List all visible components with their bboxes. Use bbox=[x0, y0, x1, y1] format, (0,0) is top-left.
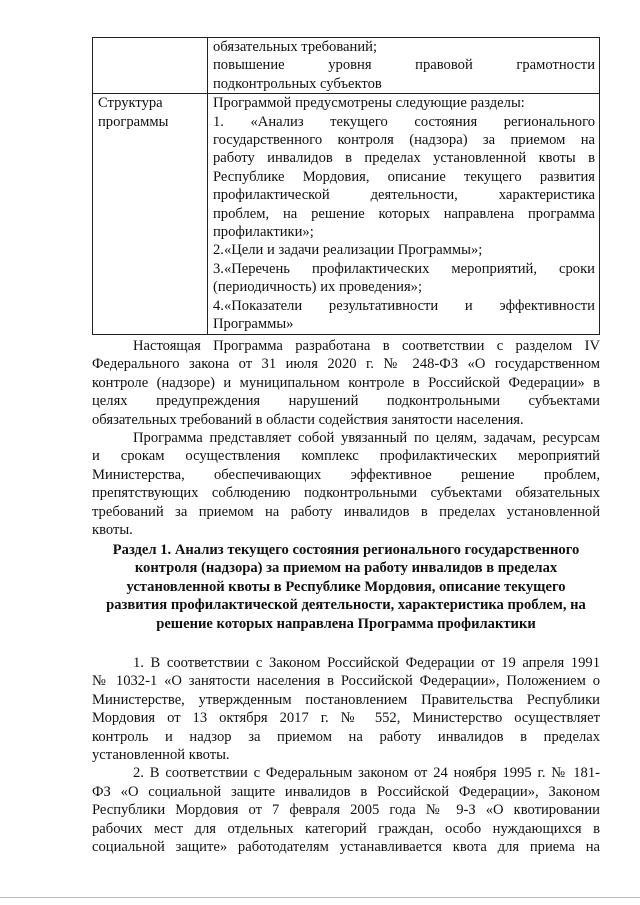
table-text-line: Республике Мордовия, описание текущего развития bbox=[213, 168, 595, 185]
table-text-line: 2.«Цели и задачи реализации Программы»; bbox=[213, 242, 483, 259]
paragraph-line: рабочих мест для отдельных категорий граждан, особо нуждающихся в bbox=[92, 820, 600, 837]
paragraph-line: Республики Мордовия от 7 февраля 2005 года № 9-З «О квотировании bbox=[92, 802, 600, 819]
table-row bbox=[93, 38, 600, 94]
table-cell-requirements bbox=[208, 38, 600, 94]
paragraph-line: 2. В соответствии с Федеральным законом от 24 ноября 1995 г. № 181- bbox=[133, 765, 600, 782]
section-1-body bbox=[92, 654, 600, 856]
table-text-line: повышение уровня правовой грамотности bbox=[213, 57, 595, 74]
paragraph-line: установленной квоты. bbox=[92, 747, 230, 764]
section-1-paragraph-1 bbox=[92, 654, 600, 764]
table-label-line: программы bbox=[98, 113, 169, 130]
paragraph-line: обязательных требований в области содействия занятости населения. bbox=[92, 411, 524, 428]
heading-line: установленной квоты в Республике Мордовия, описание текущего bbox=[126, 578, 566, 595]
table-text-line: Программой предусмотрены следующие разделы: bbox=[213, 95, 525, 112]
intro-section bbox=[92, 337, 600, 539]
table-row bbox=[93, 94, 600, 334]
intro-paragraph-2 bbox=[92, 429, 600, 539]
table-text-line: проблем, на решение которых направлена программа bbox=[213, 205, 595, 222]
paragraph-line: Министерстве, утвержденным постановлением Правительства Республики bbox=[92, 691, 600, 708]
paragraph-line: № 1032-1 «О занятости населения в Российской Федерации», Положением о bbox=[92, 673, 600, 690]
table-label-line: Структура bbox=[98, 95, 163, 112]
paragraph-line: и срокам осуществления комплекс профилактических мероприятий bbox=[92, 448, 600, 465]
paragraph-line: Программа представляет собой увязанный по целям, задачам, ресурсам bbox=[133, 430, 600, 447]
page-edge-line bbox=[0, 897, 640, 898]
table-cell-empty bbox=[93, 38, 208, 94]
intro-paragraph-1 bbox=[92, 337, 600, 429]
heading-line: развития профилактической деятельности, характеристика проблем, на bbox=[106, 597, 586, 614]
program-passport-table bbox=[92, 37, 600, 335]
paragraph-line: квоты. bbox=[92, 522, 133, 539]
table-text-line: государственного контроля (надзора) за приемом на bbox=[213, 132, 595, 149]
table-text-line: Программы» bbox=[213, 316, 294, 333]
table-text-line: подконтрольных субъектов bbox=[213, 75, 382, 92]
table-text-line: обязательных требований; bbox=[213, 39, 378, 55]
paragraph-line: социальной защите» работодателям устанавливается квота для приема на bbox=[92, 839, 600, 856]
paragraph-line: целях предупреждения нарушений подконтрольными субъектами bbox=[92, 393, 600, 410]
paragraph-line: ФЗ «О социальной защите инвалидов в Российской Федерации», Законом bbox=[92, 783, 600, 800]
table-text-line: 1. «Анализ текущего состояния регионального bbox=[213, 113, 595, 130]
paragraph-line: контроль и надзор за приемом на работу инвалидов в пределах bbox=[92, 728, 600, 745]
paragraph-line: контроле (надзоре) и муниципальном контроле в Российской Федерации» в bbox=[92, 374, 600, 391]
paragraph-line: Настоящая Программа разработана в соответствии с разделом IV bbox=[133, 338, 600, 354]
table-text-line: (периодичность) их проведения»; bbox=[213, 279, 423, 296]
table-cell-structure-label bbox=[93, 94, 208, 334]
table-text-line: профилактической деятельности, характеристика bbox=[213, 187, 595, 204]
table-text-line: 3.«Перечень профилактических мероприятий, сроки bbox=[213, 260, 595, 277]
paragraph-line: Мордовия от 13 октября 2017 г. № 552, Министерство осуществляет bbox=[92, 710, 600, 727]
table-text-line: 4.«Показатели результативности и эффективности bbox=[213, 297, 595, 314]
heading-line: решение которых направлена Программа профилактики bbox=[156, 615, 536, 632]
table-text-line: работу инвалидов в пределах установленной квоты в bbox=[213, 150, 595, 167]
heading-line: Раздел 1. Анализ текущего состояния регионального государственного bbox=[112, 542, 580, 558]
paragraph-line: Федерального закона от 31 июля 2020 г. № 248-ФЗ «О государственном bbox=[92, 356, 600, 373]
paragraph-line: требований за приемом на работу инвалидов в пределах установленной bbox=[92, 503, 600, 520]
table-cell-structure-content bbox=[208, 94, 600, 334]
table-text-line: профилактики»; bbox=[213, 224, 314, 241]
heading-line: контроля (надзора) за приемом на работу инвалидов в пределах bbox=[134, 560, 558, 577]
paragraph-line: Министерства, обеспечивающих эффективное решение проблем, bbox=[92, 466, 600, 483]
section-1-heading bbox=[92, 541, 600, 633]
paragraph-line: 1. В соответствии с Законом Российской Федерации от 19 апреля 1991 bbox=[133, 655, 600, 671]
section-1-paragraph-2 bbox=[92, 764, 600, 856]
paragraph-line: препятствующих соблюдению подконтрольными субъектами обязательных bbox=[92, 485, 600, 502]
